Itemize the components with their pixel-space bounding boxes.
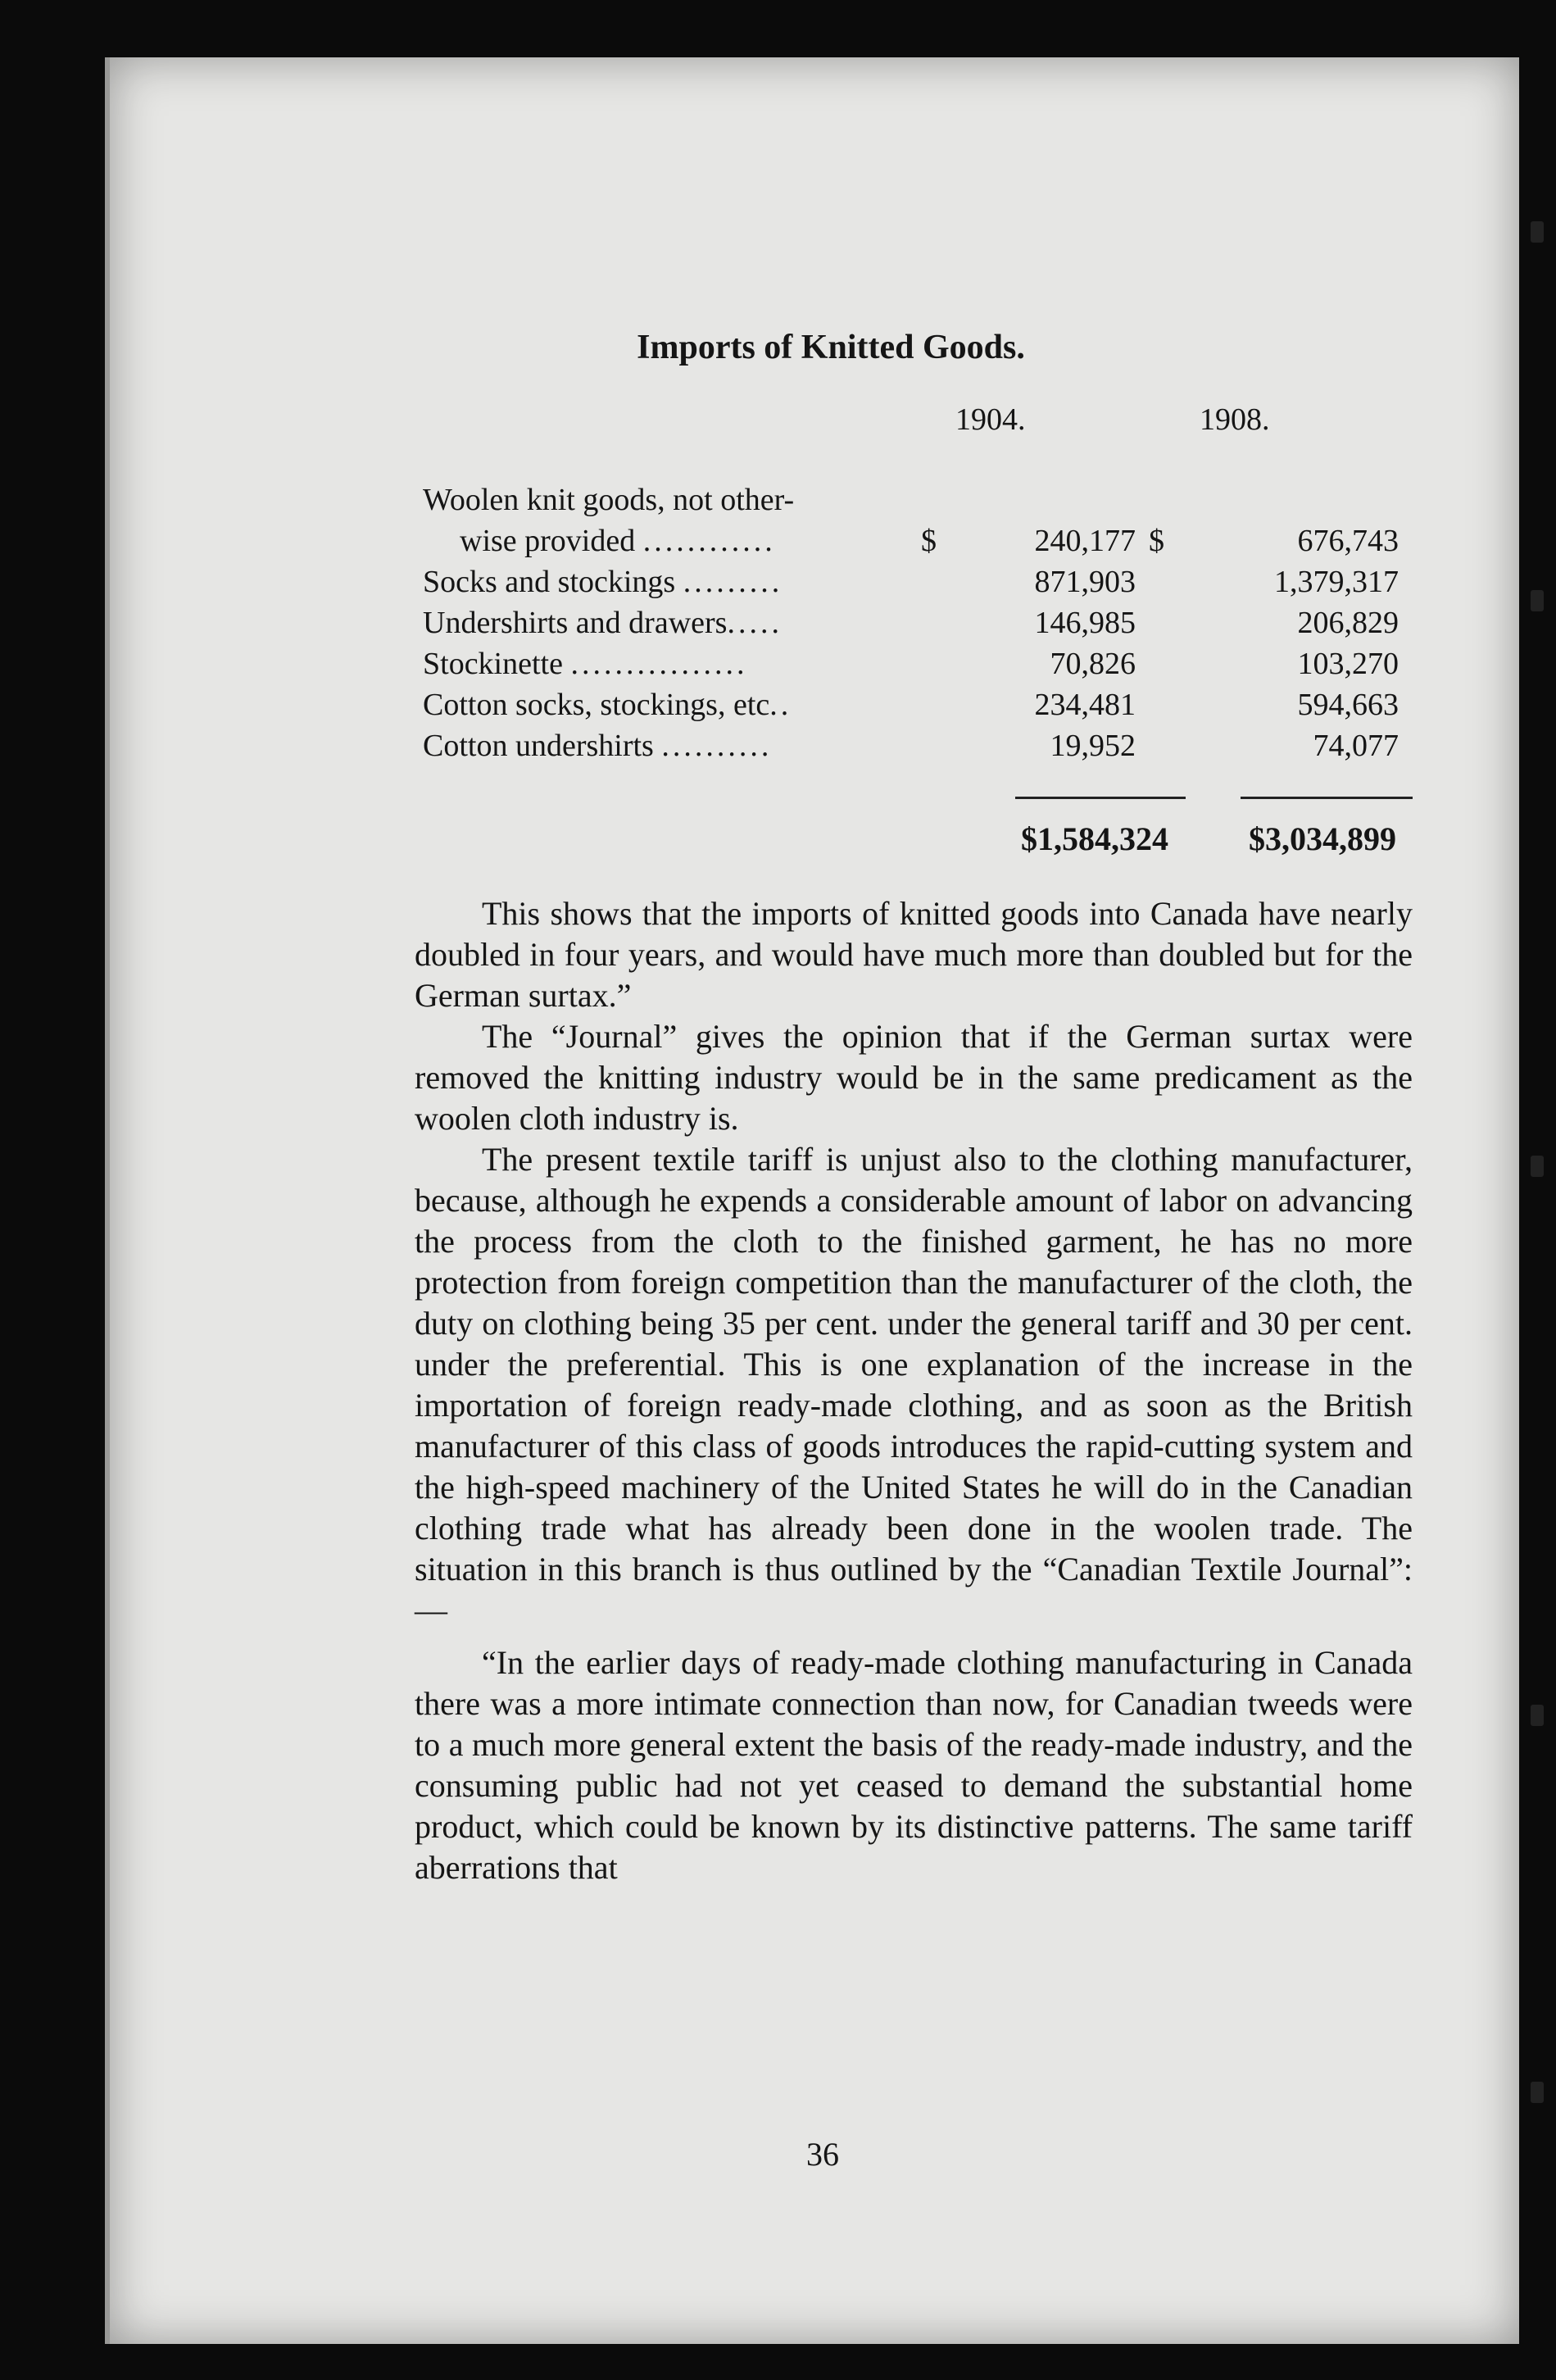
row-label: Stockinette ................	[423, 647, 748, 681]
total-rule-1908	[1241, 797, 1413, 799]
row-label: Socks and stockings .........	[423, 565, 783, 599]
value-1904: 19,952	[1050, 729, 1136, 763]
value-1904: 871,903	[1034, 565, 1136, 599]
currency-sign: $	[1149, 524, 1164, 558]
table-row	[110, 564, 1519, 605]
total-rule-1904	[1015, 797, 1186, 799]
total-1908: $3,034,899	[1249, 820, 1396, 857]
paragraph: “In the earlier days of ready-made clothing manufacturing in Canada there was a more intimate connection than now, for Canadian tweeds were to a much more general extent the basis of the ready-made industry, and the consuming public had not yet ceased to demand the substantial home product, which could be known by its distinctive patterns. The same tariff aberrations that	[415, 1644, 1413, 1886]
column-header-1908: 1908.	[1200, 402, 1270, 437]
value-1904: 70,826	[1050, 647, 1136, 681]
value-1908: 1,379,317	[1274, 565, 1399, 599]
scan-edge-mark	[1531, 1156, 1544, 1177]
currency-sign: $	[921, 524, 937, 558]
table-row	[110, 728, 1519, 769]
row-label: wise provided ............	[460, 524, 776, 558]
value-1904: 240,177	[1034, 524, 1136, 558]
value-1908: 103,270	[1297, 647, 1399, 681]
scan-edge-mark	[1531, 221, 1544, 243]
value-1904: 146,985	[1034, 606, 1136, 640]
row-label: Undershirts and drawers.....	[423, 606, 783, 640]
row-label: Cotton socks, stockings, etc..	[423, 688, 792, 722]
row-label: Cotton undershirts ..........	[423, 729, 773, 763]
table-row	[110, 687, 1519, 728]
scanned-page	[105, 57, 1519, 2344]
scan-edge-mark	[1531, 590, 1544, 611]
table-row	[110, 523, 1519, 564]
body-text	[415, 893, 1413, 1888]
table-row	[110, 646, 1519, 687]
value-1908: 594,663	[1297, 688, 1399, 722]
table-title: Imports of Knitted Goods.	[637, 329, 1025, 366]
scan-edge-mark	[1531, 2082, 1544, 2103]
paragraph: The “Journal” gives the opinion that if the German surtax were removed the knitting industry would be in the same predicament as the woolen cloth industry is.	[415, 1018, 1413, 1137]
column-header-1904: 1904.	[955, 402, 1026, 437]
row-label: Woolen knit goods, not other-	[423, 483, 795, 517]
value-1904: 234,481	[1034, 688, 1136, 722]
paragraph: The present textile tariff is unjust also to the clothing manufacturer, because, although he expends a considerable amount of labor on advancing the process from the cloth to the finished garment, he has no more protection from foreign competition than the manufacturer of the cloth, the duty on clothing being 35 per cent. under the general tariff and 30 per cent. under the preferential. This is one explanation of the increase in the importation of foreign ready-made clothing, and as soon as the British manufacturer of this class of goods introduces the rapid-cutting system and the high-speed machinery of the United States he will do in the Canadian clothing trade what has already been done in the woolen trade. The situation in this branch is thus outlined by the “Canadian Textile Journal”:—	[415, 1141, 1413, 1628]
paragraph: This shows that the imports of knitted goods into Canada have nearly doubled in four years, and would have much more than doubled but for the German surtax.”	[415, 895, 1413, 1014]
table-row	[110, 605, 1519, 646]
table-row	[110, 482, 1519, 523]
value-1908: 74,077	[1313, 729, 1399, 763]
page-number: 36	[806, 2136, 839, 2173]
total-1904: $1,584,324	[1021, 820, 1168, 857]
value-1908: 676,743	[1297, 524, 1399, 558]
value-1908: 206,829	[1297, 606, 1399, 640]
scan-edge-mark	[1531, 1705, 1544, 1726]
